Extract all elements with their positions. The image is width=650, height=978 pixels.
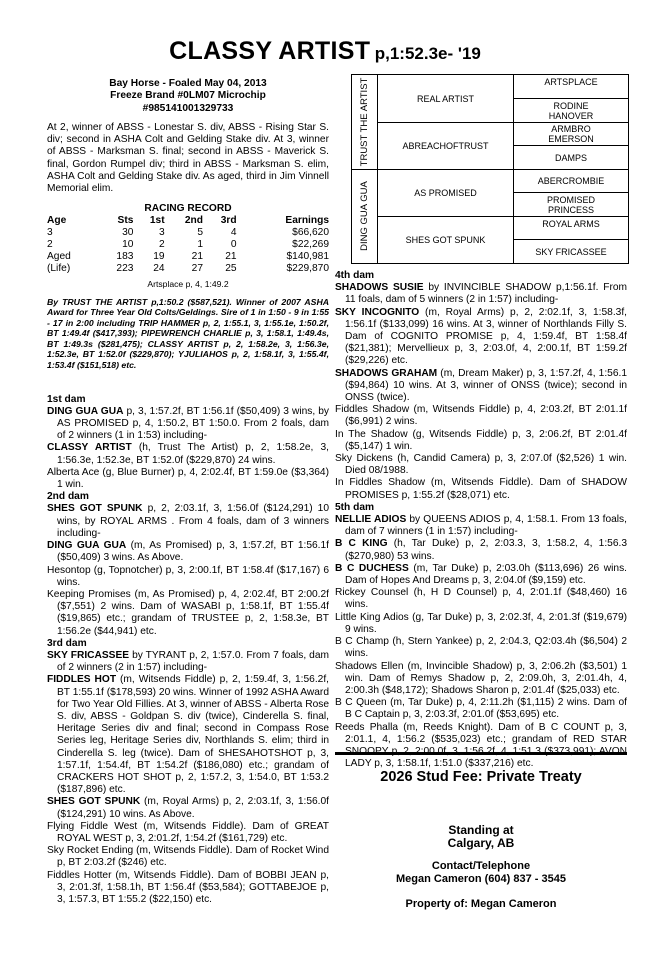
pedigree-ss: REAL ARTIST xyxy=(416,93,475,104)
pedigree-ds: AS PROMISED xyxy=(414,188,477,198)
record-cell: 21 xyxy=(225,250,237,262)
record-cell: 25 xyxy=(225,262,237,274)
offspring-entry: B C Champ (h, Stern Yankee) p, 2, 2:04.3, Q2:03.4h ($6,504) 2 wins. xyxy=(335,636,627,660)
record-column-header: Age xyxy=(47,215,67,227)
horse-record: p,1:52.3e- '19 xyxy=(374,44,481,63)
offspring-entry: DING GUA GUA p, 3, 1:57.2f, BT 1:56.1f ($50,409) 3 wins, by AS PROMISED p, 4, 1:50.2, BT 1:50.0. From 2 foals, dam of 2 winners (1 in 1:53) including- xyxy=(47,405,330,442)
offspring-entry: NELLIE ADIOS by QUEENS ADIOS p, 4, 1:58.1. From 13 foals, dam of 7 winners (1 in 1:57) including- xyxy=(335,514,627,538)
artsplace-note: Artsplace p, 4, 1:49.2 xyxy=(147,279,229,290)
record-cell: 27 xyxy=(191,262,203,274)
stud-fee: 2026 Stud Fee: Private Treaty xyxy=(380,769,582,785)
record-cell: 0 xyxy=(230,238,237,250)
record-cell: 183 xyxy=(116,250,134,262)
standing-label: Standing at xyxy=(448,823,514,837)
record-cell: $22,269 xyxy=(292,238,329,250)
pedigree-dam: DING GUA GUA xyxy=(359,181,370,251)
pedigree-dds: ROYAL ARMS xyxy=(542,219,600,229)
record-row xyxy=(47,251,329,263)
pedigree-dss: ABERCROMBIE xyxy=(537,176,605,186)
foal-info xyxy=(47,78,329,115)
record-cell: 2 xyxy=(158,238,165,250)
producer-note: By TRUST THE ARTIST p,1:50.2 ($587,521). Winner of 2007 ASHA Award for Three Year Old Colts/Geldings. Sire of 1 in 1:50 - 9 in 1:55 - 17 in 2:00 including TRIP HAMMER p, 2, 1:55.1, 3, 1:55.1e, 1:50.2f, BT 1:49.4f ($417,393); PIPEWRENCH CHARLIE p, 3, 1:58.1, 1:49.4s, BT 1:49.3s ($281,475); CLASSY ARTIST p, 2, 1:58.2e, 3, 1:56.3e, 1:52.3e, BT 1:52.0f ($229,870); YJULIAHOS p, 2, 1:58.1f, 3, 1:55.4f, 1:53.4f ($151,518) etc. xyxy=(47,296,329,371)
offspring-entry: Alberta Ace (g, Blue Burner) p, 4, 2:02.4f, BT 1:59.0e ($3,364) 1 win. xyxy=(47,466,329,491)
record-cell: 3 xyxy=(47,227,53,239)
pedigree-ssd: RODINE HANOVER xyxy=(548,100,594,121)
offspring-entry: In The Shadow (g, Witsends Fiddle) p, 3, 2:06.2f, BT 2:01.4f ($5,147) 1 win. xyxy=(335,428,627,452)
offspring-entry: Sky Rocket Ending (m, Witsends Fiddle). Dam of Rocket Wind p, BT 2:03.2f ($246) etc. xyxy=(47,845,329,869)
record-cell: 10 xyxy=(122,238,134,250)
dam-heading: 4th dam xyxy=(335,270,375,281)
record-column-header: 3rd xyxy=(220,215,237,227)
contact-label: Contact/Telephone xyxy=(431,860,531,872)
record-cell: 2 xyxy=(47,238,53,250)
dam-heading: 2nd dam xyxy=(47,491,89,503)
offspring-entry: B C Queen (m, Tar Duke) p, 4, 2:11.2h ($1,115) 2 wins. Dam of B C Captain p, 3, 2:03.3f, 2:01.0f ($53,695) etc. xyxy=(335,697,627,721)
record-cell: (Life) xyxy=(47,262,71,274)
offspring-entry: Flying Fiddle West (m, Witsends Fiddle). Dam of GREAT ROYAL WEST p, 3, 2:01.2f, 1:54.2f ($161,729) etc. xyxy=(47,820,329,844)
record-column-header: 1st xyxy=(149,215,165,227)
record-cell: 30 xyxy=(122,227,134,239)
pedigree-sdd: DAMPS xyxy=(554,152,587,163)
contact-info: Megan Cameron (604) 837 - 3545 xyxy=(396,873,566,885)
microchip-line: #985141001329733 xyxy=(142,102,234,114)
record-cell: 19 xyxy=(153,250,165,262)
record-column-header: 2nd xyxy=(184,215,203,227)
racing-record-title: RACING RECORD xyxy=(144,203,232,215)
offspring-entry: Reeds Phalla (m, Reeds Knight). Dam of B C COUNT p, 3, 2:01.1, 4, 1:56.2 ($535,023) etc.; grandam of RED STAR LADY p, 3, 1:58.1f, 1:51.0 ($337,216) etc. xyxy=(335,721,627,770)
dam-heading: 5th dam xyxy=(335,501,375,513)
offspring-entry: SKY FRICASSEE by TYRANT p, 2, 1:57.0. From 7 foals, dam of 2 winners (2 in 1:57) including- xyxy=(47,649,329,674)
standing-place: Calgary, AB xyxy=(447,836,515,850)
offspring-entry: In Fiddles Shadow (m, Witsends Fiddle). Dam of SHADOW PROMISES p, 1:55.2f ($28,071) etc. xyxy=(335,477,627,501)
offspring-entry: Fiddles Shadow (m, Witsends Fiddle) p, 4, 2:03.2f, BT 2:01.1f ($6,991) 2 wins. xyxy=(335,404,627,428)
record-cell: 24 xyxy=(153,262,165,274)
record-cell: 3 xyxy=(158,227,165,239)
offspring-entry: Little King Adios (g, Tar Duke) p, 3, 2:02.3f, 4, 2:01.3f ($19,679) 9 wins. xyxy=(335,611,627,635)
record-column-header: Sts xyxy=(117,215,134,227)
offspring-entry: SKY INCOGNITO (m, Royal Arms) p, 2, 2:02.1f, 3, 1:58.3f, 1:56.1f ($133,099) 16 wins. At 3, winner of Northlands Filly S. Dam of COGNITO PROMISE p, 4, 1:59.4f, BT 1:58.4f ($21,381); Mervellieux p, 3, 2:03.0f, 4, 2:00.1f, BT 1:59.2f ($29,226) etc. xyxy=(335,306,627,367)
offspring-entry: SHADOWS GRAHAM (m, Dream Maker) p, 3, 1:57.2f, 4, 1:56.1 ($94,864) 10 wins. At 3, winner of ONSS (twice); second in ONSS (twice). xyxy=(335,367,627,404)
pedigree-dsd: PROMISED PRINCESS xyxy=(546,194,595,215)
record-row xyxy=(47,239,329,251)
dam-heading: 3rd dam xyxy=(47,637,87,649)
intro-text: At 2, winner of ABSS - Lonestar S. div, ABSS - Rising Star S. div; second in ASHA Colt and Gelding Stake div. At 3, winner of ABSS - Marksman S. final; second in ABSS - Maverick S. final, Gordon Rumpel div; third in ABSS - Marksman S. elim, ASHA Colt and Gelding Stake div. As aged, third in Jim Vinnell Memorial elim. xyxy=(47,121,329,194)
left-dam-sections xyxy=(47,394,329,907)
offspring-entry: SHES GOT SPUNK p, 2, 2:03.1f, 3, 1:56.0f ($124,291) 10 wins, by ROYAL ARMS . From 4 foals, dam of 3 winners including- xyxy=(47,503,329,539)
record-cell: 1 xyxy=(197,238,203,250)
offspring-entry: CLASSY ARTIST (h, Trust The Artist) p, 2, 1:58.2e, 3, 1:56.3e, 1:52.3e, BT 1:52.0f ($229,870) 24 wins. xyxy=(47,442,329,466)
record-cell: $66,620 xyxy=(292,227,329,239)
offspring-entry: Rickey Counsel (h, H D Counsel) p, 4, 2:01.1f ($48,460) 16 wins. xyxy=(335,587,627,611)
offspring-entry: Shadows Ellen (m, Invincible Shadow) p, 3, 2:06.2h ($3,501) 1 win. Dam of Remys Shadow p, 2, 2:09.0h, 3, 2:01.4h, 4, 2:00.3h ($48,172); Shadows Sharon p, 2:01.4f ($25,033) etc. xyxy=(335,660,627,696)
offspring-entry: B C KING (h, Tar Duke) p, 2, 2:03.3, 3, 1:58.2, 4, 1:56.3 ($270,980) 53 wins. xyxy=(335,538,628,562)
record-cell: 4 xyxy=(230,227,237,239)
record-cell: 5 xyxy=(197,227,203,239)
offspring-entry: FIDDLES HOT (m, Witsends Fiddle) p, 2, 1:59.4f, 3, 1:56.2f, BT 1:55.1f ($178,593) 20 wins. Winner of 1992 ASHA Award for Two Year Old Fillies. At 3, winner of ABSS - Alberta Rose S. div, ABSS - Goldpan S. div (twice), Cinderella S. final, Heritage Series div and final; second in Compass Rose Series leg, Heritage Series div, Northlands S. elim; third in Cinderella S. leg (twice). Dam of SHESAHOTSHOT p, 3, 1:57.1f, 1:54.4f, BT 1:54.2f ($186,080) etc.; grandam of CRACKERS HOT SHOT p, 2, 1:57.2, 3, 1:54.0, BT 1:53.2 ($187,896) etc. xyxy=(47,674,329,796)
record-cell: $140,981 xyxy=(286,250,329,262)
offspring-entry: Hesontop (g, Topnotcher) p, 3, 2:00.1f, BT 1:58.4f ($17,167) 6 wins. xyxy=(47,564,329,588)
offspring-entry: SHADOWS SUSIE by INVINCIBLE SHADOW p,1:56.1f. From 11 foals, dam of 5 winners (2 in 1:57) including- xyxy=(335,282,628,306)
page-title xyxy=(0,37,650,66)
pedigree-dd: SHES GOT SPUNK xyxy=(405,235,486,245)
property-of: Property of: Megan Cameron xyxy=(405,898,557,910)
pedigree-ddd: SKY FRICASSEE xyxy=(535,246,607,257)
footer-divider xyxy=(335,752,627,755)
offspring-entry: Keeping Promises (m, As Promised) p, 4, 2:02.4f, BT 2:00.2f ($7,551) 2 wins. Dam of WASABI p, 1:58.1f, BT 1:55.4f ($19,865) etc.; grandam of TRUSTEE p, 2, 1:58.3e, BT 1:56.2e ($44,941) etc. xyxy=(47,588,329,637)
offspring-entry: SHES GOT SPUNK (m, Royal Arms) p, 2, 2:03.1f, 3, 1:56.0f ($124,291) 10 wins. As Above. xyxy=(47,796,329,820)
record-row xyxy=(47,227,329,239)
horse-name: CLASSY ARTIST xyxy=(169,37,371,65)
offspring-entry: DING GUA GUA (m, As Promised) p, 3, 1:57.2f, BT 1:56.1f ($50,409) 3 wins. As Above. xyxy=(47,540,329,564)
pedigree-chart xyxy=(351,74,629,264)
offspring-entry: Sky Dickens (h, Candid Camera) p, 3, 2:07.0f ($2,526) 1 win. Died 08/1988. xyxy=(335,453,627,477)
pedigree-sd: ABREACHOFTRUST xyxy=(402,141,489,151)
racing-record-table xyxy=(47,215,329,274)
record-cell: 21 xyxy=(191,250,203,262)
foaled-line: Bay Horse - Foaled May 04, 2013 xyxy=(109,78,267,89)
dam-heading: 1st dam xyxy=(47,393,86,405)
pedigree-sds: ARMBRO EMERSON xyxy=(548,124,594,144)
record-cell: 223 xyxy=(116,262,134,274)
offspring-entry: B C DUCHESS (m, Tar Duke) p, 2:03.0h ($113,696) 26 wins. Dam of Hopes And Dreams p, 3, 2:04.0f ($9,159) etc. xyxy=(335,562,627,587)
freeze-brand-line: Freeze Brand #0LM07 Microchip xyxy=(110,90,266,102)
offspring-entry: Fiddles Hotter (m, Witsends Fiddle). Dam of BOBBI JEAN p, 3, 2:01.3f, 1:58.1h, BT 1:56.4f ($53,584); GOTTABEJOE p, 3, 1:57.3, BT 1:55.2 ($22,150) etc. xyxy=(47,869,329,905)
pedigree-sss: ARTSPLACE xyxy=(544,77,598,87)
record-column-header: Earnings xyxy=(285,215,329,227)
pedigree-sire: TRUST THE ARTIST xyxy=(359,77,370,167)
record-row xyxy=(47,263,329,275)
record-cell: $229,870 xyxy=(286,262,329,274)
right-dam-sections xyxy=(335,270,627,770)
left-column xyxy=(47,78,329,906)
record-cell: Aged xyxy=(47,250,71,262)
